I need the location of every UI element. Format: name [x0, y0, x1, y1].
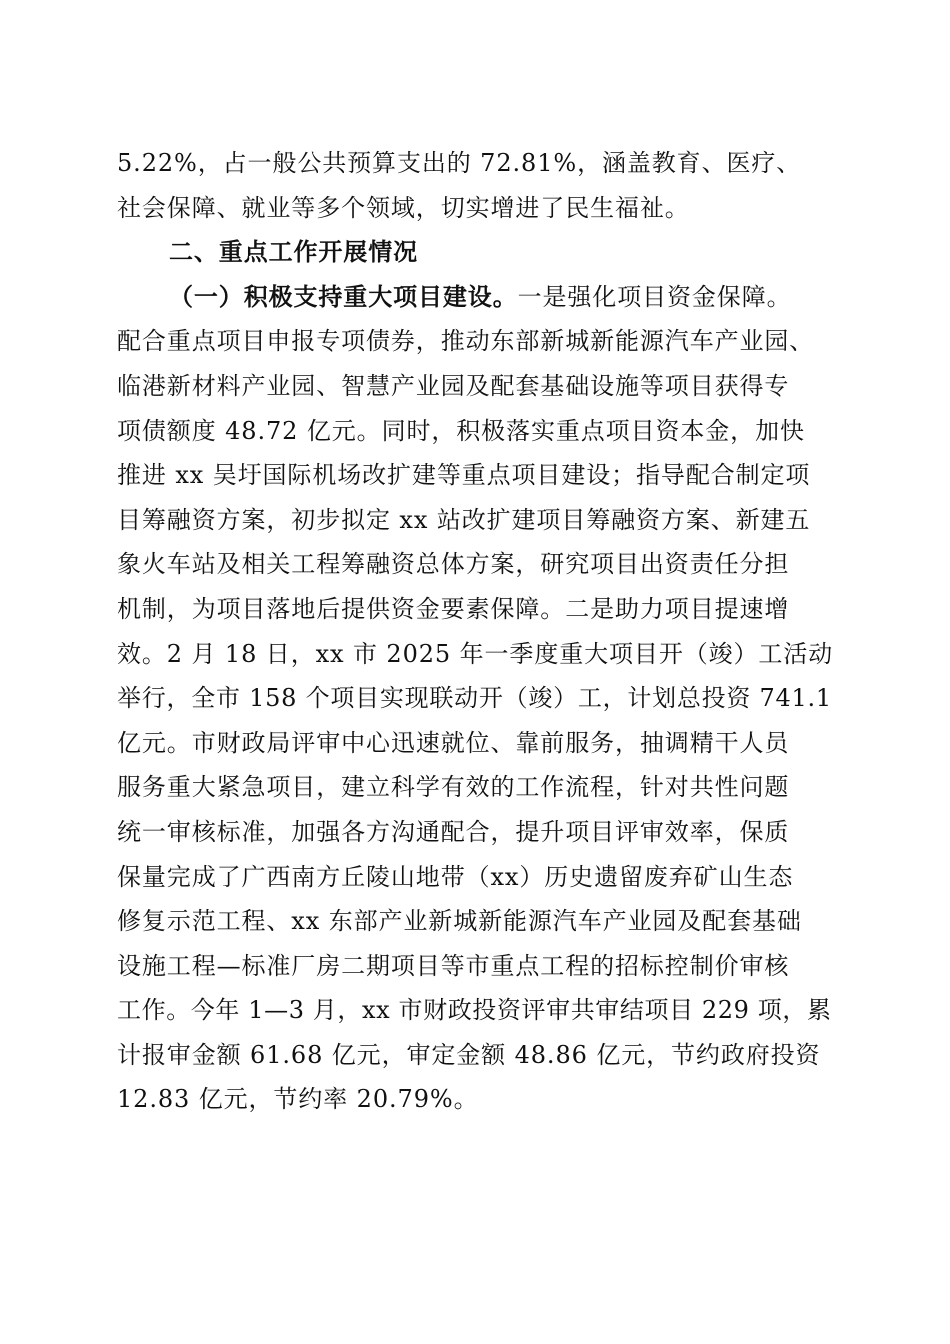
text-line: 项债额度 48.72 亿元。同时，积极落实重点项目资本金，加快	[117, 416, 805, 445]
text-line: 目筹融资方案，初步拟定 xx 站改扩建项目筹融资方案、新建五	[117, 505, 811, 534]
text-line: 保量完成了广西南方丘陵山地带（xx）历史遗留废弃矿山生态	[117, 862, 794, 891]
text-line: 举行，全市 158 个项目实现联动开（竣）工，计划总投资 741.1	[117, 684, 832, 713]
text-line-first	[117, 275, 833, 320]
text-line: 机制，为项目落地后提供资金要素保障。二是助力项目提速增	[117, 594, 790, 623]
section-heading	[117, 230, 833, 275]
text-line: 服务重大紧急项目，建立科学有效的工作流程，针对共性问题	[117, 773, 790, 802]
section-heading-text: 二、重点工作开展情况	[169, 238, 418, 267]
text-line: 临港新材料产业园、智慧产业园及配套基础设施等项目获得专	[117, 371, 790, 400]
paragraph-continuation	[117, 141, 833, 230]
text-line: 统一审核标准，加强各方沟通配合，提升项目评审效率，保质	[117, 817, 790, 846]
text-line: 修复示范工程、xx 东部产业新城新能源汽车产业园及配套基础	[117, 907, 802, 936]
text-line: 配合重点项目申报专项债券，推动东部新城新能源汽车产业园、	[117, 327, 815, 356]
subsection-first-rest: 一是强化项目资金保障。	[517, 282, 792, 311]
text-line: 推进 xx 吴圩国际机场改扩建等重点项目建设；指导配合制定项	[117, 461, 811, 490]
text-line: 5.22%，占一般公共预算支出的 72.81%，涵盖教育、医疗、	[117, 149, 802, 177]
text-line: 计报审金额 61.68 亿元，审定金额 48.86 亿元，节约政府投资	[117, 1040, 821, 1069]
text-line: 12.83 亿元，节约率 20.79%。	[117, 1085, 479, 1114]
text-line: 社会保障、就业等多个领域，切实增进了民生福祉。	[117, 193, 690, 222]
text-line: 象火车站及相关工程筹融资总体方案，研究项目出资责任分担	[117, 550, 790, 579]
document-body	[117, 141, 833, 1122]
text-line: 工作。今年 1—3 月，xx 市财政投资评审共审结项目 229 项，累	[117, 996, 832, 1025]
text-line: 亿元。市财政局评审中心迅速就位、靠前服务，抽调精干人员	[117, 728, 790, 757]
subsection-lead: （一）积极支持重大项目建设。	[169, 281, 518, 311]
text-line: 效。2 月 18 日，xx 市 2025 年一季度重大项目开（竣）工活动	[117, 639, 834, 668]
text-line: 设施工程—标准厂房二期项目等市重点工程的招标控制价审核	[117, 951, 790, 980]
paragraph-subsection	[117, 275, 833, 1122]
